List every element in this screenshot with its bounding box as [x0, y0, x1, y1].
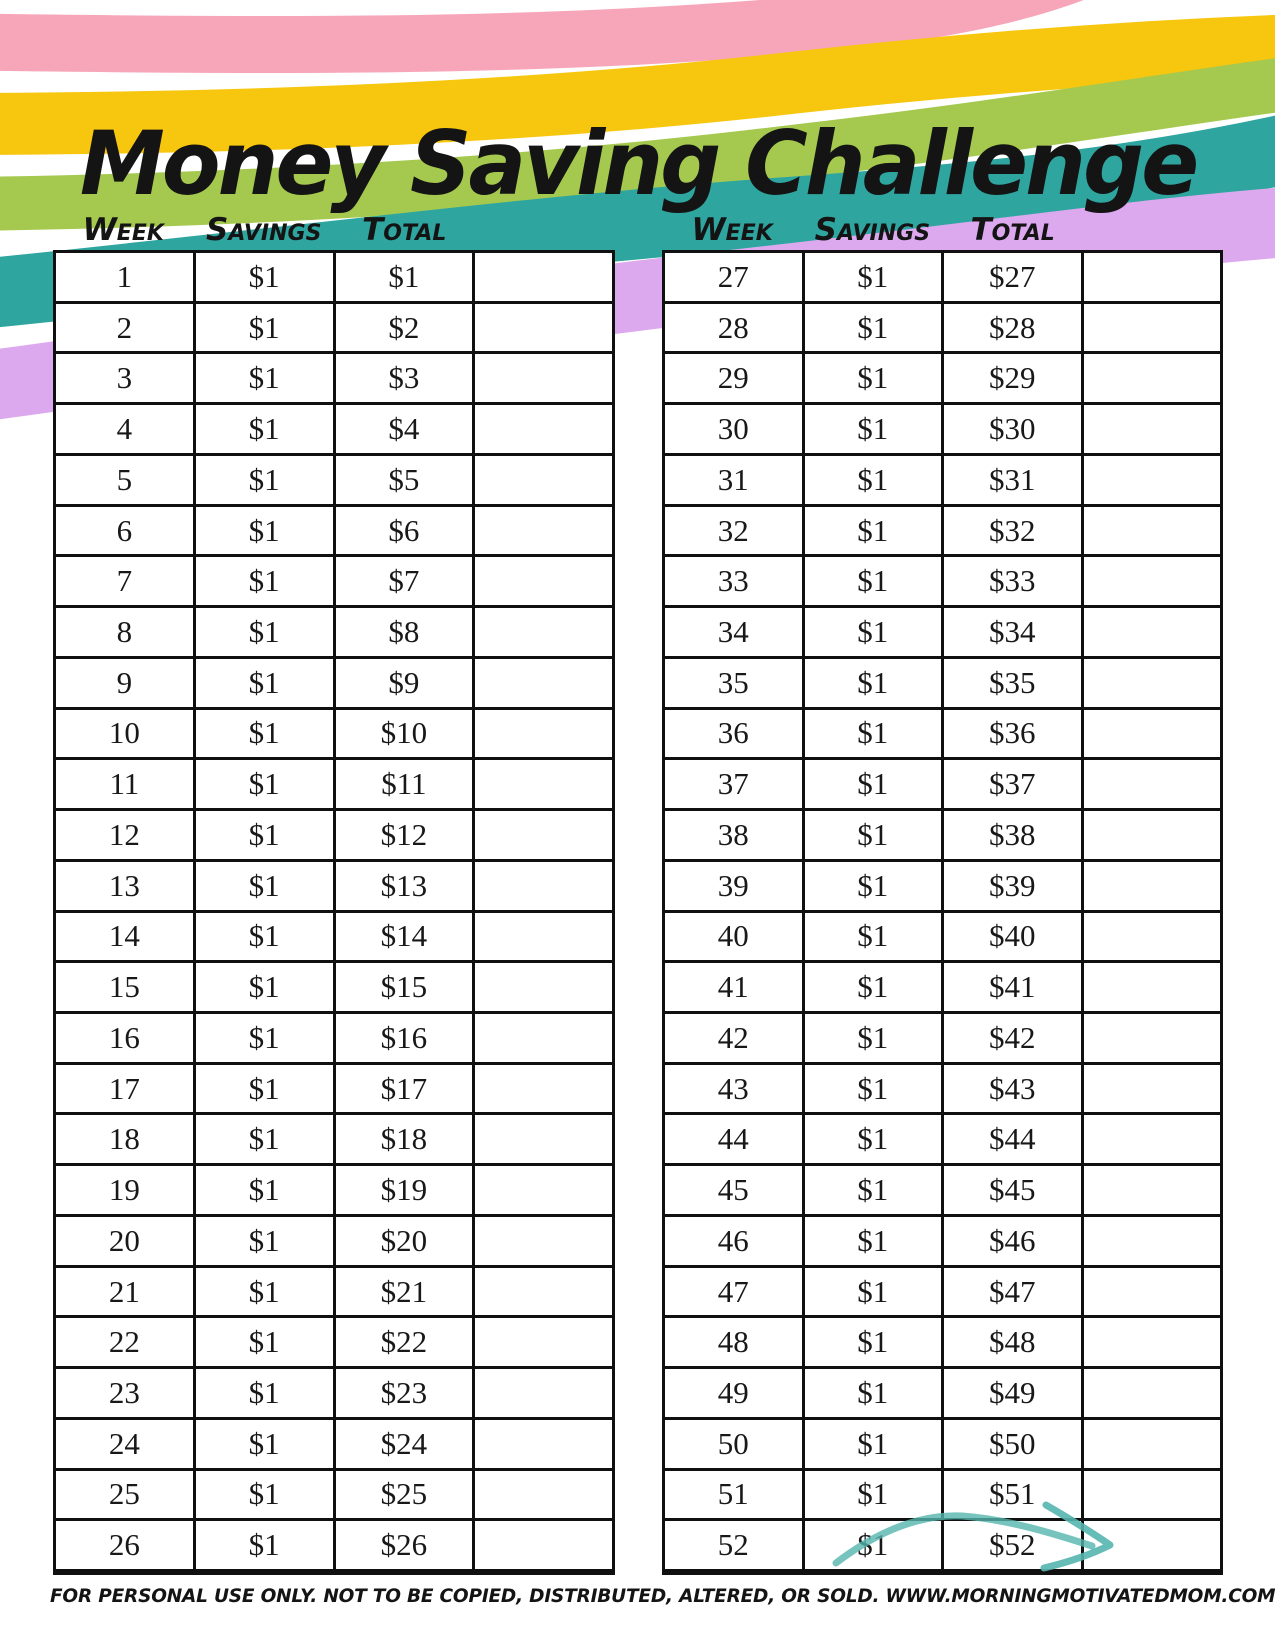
blank-cell [1084, 1166, 1221, 1214]
total-cell: $31 [944, 456, 1084, 504]
blank-cell [1084, 253, 1221, 301]
savings-cell: $1 [196, 1268, 336, 1316]
savings-cell: $1 [196, 659, 336, 707]
total-cell: $24 [336, 1420, 476, 1468]
blank-cell [1084, 1369, 1221, 1417]
blank-cell [475, 659, 612, 707]
week-cell: 34 [665, 608, 805, 656]
table-row [665, 1115, 1220, 1166]
page-title: Money Saving Challenge [79, 111, 1196, 215]
savings-cell: $1 [805, 253, 945, 301]
total-cell: $10 [336, 710, 476, 758]
week-cell: 49 [665, 1369, 805, 1417]
blank-cell [1084, 456, 1221, 504]
week-cell: 43 [665, 1065, 805, 1113]
blank-cell [475, 557, 612, 605]
total-cell: $14 [336, 913, 476, 961]
blank-cell [1084, 862, 1221, 910]
table-row [56, 710, 612, 761]
total-cell: $12 [336, 811, 476, 859]
total-cell: $30 [944, 405, 1084, 453]
week-cell: 10 [56, 710, 196, 758]
total-cell: $3 [336, 354, 476, 402]
blank-cell [475, 1217, 612, 1265]
total-cell: $32 [944, 507, 1084, 555]
total-cell: $22 [336, 1318, 476, 1366]
savings-cell: $1 [805, 659, 945, 707]
savings-cell: $1 [805, 456, 945, 504]
savings-cell: $1 [196, 507, 336, 555]
week-cell: 48 [665, 1318, 805, 1366]
week-cell: 47 [665, 1268, 805, 1316]
total-cell: $17 [336, 1065, 476, 1113]
total-cell: $43 [944, 1065, 1084, 1113]
table-row [56, 1420, 612, 1471]
table-row [56, 405, 612, 456]
table-row [56, 1166, 612, 1217]
total-cell: $35 [944, 659, 1084, 707]
savings-cell: $1 [196, 1369, 336, 1417]
total-cell: $13 [336, 862, 476, 910]
blank-cell [1084, 659, 1221, 707]
blank-cell [1084, 913, 1221, 961]
week-cell: 52 [665, 1521, 805, 1569]
total-cell: $18 [336, 1115, 476, 1163]
savings-table-weeks-1-26 [53, 212, 615, 1575]
week-cell: 21 [56, 1268, 196, 1316]
week-cell: 32 [665, 507, 805, 555]
blank-cell [475, 1115, 612, 1163]
total-cell: $50 [944, 1420, 1084, 1468]
blank-cell [1084, 963, 1221, 1011]
total-cell: $45 [944, 1166, 1084, 1214]
week-cell: 23 [56, 1369, 196, 1417]
week-cell: 51 [665, 1471, 805, 1519]
table-row [665, 557, 1220, 608]
savings-cell: $1 [805, 1420, 945, 1468]
total-cell: $7 [336, 557, 476, 605]
savings-cell: $1 [805, 1166, 945, 1214]
total-cell: $4 [336, 405, 476, 453]
total-cell: $51 [944, 1471, 1084, 1519]
blank-cell [475, 1014, 612, 1062]
total-cell: $16 [336, 1014, 476, 1062]
week-cell: 20 [56, 1217, 196, 1265]
week-cell: 46 [665, 1217, 805, 1265]
total-cell: $19 [336, 1166, 476, 1214]
blank-cell [475, 862, 612, 910]
savings-cell: $1 [196, 1420, 336, 1468]
savings-cell: $1 [805, 557, 945, 605]
savings-cell: $1 [196, 963, 336, 1011]
total-cell: $28 [944, 304, 1084, 352]
total-cell: $6 [336, 507, 476, 555]
table-row [665, 913, 1220, 964]
total-cell: $41 [944, 963, 1084, 1011]
week-cell: 18 [56, 1115, 196, 1163]
total-cell: $21 [336, 1268, 476, 1316]
total-cell: $33 [944, 557, 1084, 605]
week-cell: 24 [56, 1420, 196, 1468]
total-cell: $52 [944, 1521, 1084, 1569]
savings-cell: $1 [805, 1471, 945, 1519]
savings-cell: $1 [805, 405, 945, 453]
total-cell: $47 [944, 1268, 1084, 1316]
table-row [665, 811, 1220, 862]
blank-cell [475, 963, 612, 1011]
week-cell: 36 [665, 710, 805, 758]
blank-cell [475, 1369, 612, 1417]
week-cell: 35 [665, 659, 805, 707]
blank-cell [475, 1268, 612, 1316]
total-cell: $48 [944, 1318, 1084, 1366]
table-row [56, 1014, 612, 1065]
total-cell: $11 [336, 760, 476, 808]
total-cell: $1 [336, 253, 476, 301]
blank-cell [1084, 1065, 1221, 1113]
blank-cell [475, 608, 612, 656]
blank-cell [1084, 710, 1221, 758]
blank-cell [475, 1420, 612, 1468]
table-row [665, 1217, 1220, 1268]
savings-cell: $1 [805, 354, 945, 402]
savings-cell: $1 [196, 1014, 336, 1062]
total-cell: $46 [944, 1217, 1084, 1265]
week-cell: 44 [665, 1115, 805, 1163]
total-cell: $39 [944, 862, 1084, 910]
savings-cell: $1 [196, 608, 336, 656]
table-row [56, 1369, 612, 1420]
table-row [56, 811, 612, 862]
blank-cell [1084, 557, 1221, 605]
column-header-total: Total [362, 212, 447, 248]
savings-cell: $1 [805, 811, 945, 859]
blank-cell [1084, 507, 1221, 555]
blank-cell [475, 1166, 612, 1214]
savings-cell: $1 [805, 1268, 945, 1316]
table-row [56, 1521, 612, 1569]
week-cell: 13 [56, 862, 196, 910]
week-cell: 30 [665, 405, 805, 453]
blank-cell [1084, 354, 1221, 402]
savings-cell: $1 [805, 1014, 945, 1062]
savings-grid-left [53, 250, 615, 1575]
week-cell: 27 [665, 253, 805, 301]
savings-cell: $1 [805, 760, 945, 808]
blank-cell [1084, 1217, 1221, 1265]
table-row [56, 1065, 612, 1116]
blank-cell [1084, 760, 1221, 808]
week-cell: 8 [56, 608, 196, 656]
table-row [56, 354, 612, 405]
savings-cell: $1 [805, 608, 945, 656]
savings-cell: $1 [196, 405, 336, 453]
savings-cell: $1 [196, 1217, 336, 1265]
savings-cell: $1 [805, 1115, 945, 1163]
savings-grid-right [662, 250, 1223, 1575]
table-row [665, 405, 1220, 456]
blank-cell [475, 304, 612, 352]
total-cell: $9 [336, 659, 476, 707]
blank-cell [475, 405, 612, 453]
table-row [665, 963, 1220, 1014]
total-cell: $37 [944, 760, 1084, 808]
week-cell: 29 [665, 354, 805, 402]
savings-cell: $1 [196, 253, 336, 301]
table-row [56, 304, 612, 355]
week-cell: 7 [56, 557, 196, 605]
table-row [56, 862, 612, 913]
blank-cell [1084, 1115, 1221, 1163]
week-cell: 19 [56, 1166, 196, 1214]
savings-cell: $1 [805, 710, 945, 758]
week-cell: 50 [665, 1420, 805, 1468]
table-row [665, 1065, 1220, 1116]
savings-cell: $1 [196, 456, 336, 504]
table-row [665, 507, 1220, 558]
savings-cell: $1 [196, 1521, 336, 1569]
savings-cell: $1 [805, 913, 945, 961]
total-cell: $29 [944, 354, 1084, 402]
week-cell: 38 [665, 811, 805, 859]
savings-cell: $1 [196, 1065, 336, 1113]
total-cell: $34 [944, 608, 1084, 656]
savings-cell: $1 [805, 1369, 945, 1417]
week-cell: 31 [665, 456, 805, 504]
table-row [665, 1014, 1220, 1065]
savings-cell: $1 [196, 304, 336, 352]
table-row [665, 760, 1220, 811]
savings-cell: $1 [196, 1318, 336, 1366]
blank-cell [475, 710, 612, 758]
week-cell: 33 [665, 557, 805, 605]
table-row [56, 659, 612, 710]
savings-cell: $1 [805, 1521, 945, 1569]
total-cell: $44 [944, 1115, 1084, 1163]
savings-cell: $1 [196, 1166, 336, 1214]
total-cell: $5 [336, 456, 476, 504]
savings-cell: $1 [196, 862, 336, 910]
table-row [665, 354, 1220, 405]
week-cell: 3 [56, 354, 196, 402]
table-row [56, 557, 612, 608]
table-row [665, 1369, 1220, 1420]
table-row [665, 1268, 1220, 1319]
savings-cell: $1 [196, 760, 336, 808]
total-cell: $8 [336, 608, 476, 656]
hand-drawn-swoosh-arrow-icon [790, 1475, 1130, 1585]
table-row [665, 1166, 1220, 1217]
week-cell: 14 [56, 913, 196, 961]
table-row [56, 963, 612, 1014]
week-cell: 2 [56, 304, 196, 352]
table-row [665, 659, 1220, 710]
table-row [56, 1318, 612, 1369]
week-cell: 41 [665, 963, 805, 1011]
savings-cell: $1 [196, 354, 336, 402]
arrow-curve [836, 1516, 1092, 1563]
total-cell: $20 [336, 1217, 476, 1265]
table-row [56, 1217, 612, 1268]
blank-cell [475, 456, 612, 504]
table-row [665, 456, 1220, 507]
savings-cell: $1 [805, 862, 945, 910]
column-header-week: Week [82, 212, 164, 248]
footer-note: FOR PERSONAL USE ONLY. NOT TO BE COPIED, DISTRIBUTED, ALTERED, OR SOLD. WWW.MORNINGMOTIVATEDMOM.COM [50, 1586, 1275, 1607]
blank-cell [1084, 304, 1221, 352]
total-cell: $49 [944, 1369, 1084, 1417]
week-cell: 25 [56, 1471, 196, 1519]
week-cell: 28 [665, 304, 805, 352]
blank-cell [1084, 1420, 1221, 1468]
table-row [665, 862, 1220, 913]
table-row [665, 710, 1220, 761]
blank-cell [475, 811, 612, 859]
savings-cell: $1 [196, 1115, 336, 1163]
week-cell: 37 [665, 760, 805, 808]
blank-cell [475, 1318, 612, 1366]
week-cell: 15 [56, 963, 196, 1011]
savings-cell: $1 [805, 507, 945, 555]
week-cell: 11 [56, 760, 196, 808]
week-cell: 5 [56, 456, 196, 504]
week-cell: 16 [56, 1014, 196, 1062]
total-cell: $23 [336, 1369, 476, 1417]
total-cell: $36 [944, 710, 1084, 758]
week-cell: 26 [56, 1521, 196, 1569]
blank-cell [475, 1471, 612, 1519]
blank-cell [475, 354, 612, 402]
table-row [56, 760, 612, 811]
savings-cell: $1 [196, 557, 336, 605]
blank-cell [475, 1521, 612, 1569]
savings-cell: $1 [805, 304, 945, 352]
table-row [665, 608, 1220, 659]
blank-cell [475, 507, 612, 555]
savings-cell: $1 [196, 913, 336, 961]
week-cell: 6 [56, 507, 196, 555]
table-row [56, 913, 612, 964]
savings-cell: $1 [196, 1471, 336, 1519]
column-header-total: Total [970, 212, 1055, 248]
table-row [665, 1318, 1220, 1369]
table-row [56, 507, 612, 558]
savings-cell: $1 [805, 1318, 945, 1366]
blank-cell [1084, 608, 1221, 656]
total-cell: $27 [944, 253, 1084, 301]
savings-cell: $1 [196, 811, 336, 859]
total-cell: $42 [944, 1014, 1084, 1062]
total-cell: $2 [336, 304, 476, 352]
table-row [56, 456, 612, 507]
week-cell: 4 [56, 405, 196, 453]
total-cell: $25 [336, 1471, 476, 1519]
week-cell: 22 [56, 1318, 196, 1366]
savings-cell: $1 [805, 1065, 945, 1113]
total-cell: $15 [336, 963, 476, 1011]
total-cell: $40 [944, 913, 1084, 961]
total-cell: $26 [336, 1521, 476, 1569]
savings-cell: $1 [196, 710, 336, 758]
week-cell: 9 [56, 659, 196, 707]
week-cell: 17 [56, 1065, 196, 1113]
blank-cell [475, 913, 612, 961]
table-row [665, 253, 1220, 304]
table-row [56, 1471, 612, 1522]
table-row [56, 1268, 612, 1319]
savings-cell: $1 [805, 1217, 945, 1265]
table-row [56, 608, 612, 659]
blank-cell [475, 760, 612, 808]
week-cell: 12 [56, 811, 196, 859]
savings-table-weeks-27-52 [662, 212, 1223, 1575]
column-header-week: Week [691, 212, 773, 248]
table-row [56, 1115, 612, 1166]
week-cell: 45 [665, 1166, 805, 1214]
column-header-savings: Savings [814, 212, 931, 248]
week-cell: 40 [665, 913, 805, 961]
table-row [56, 253, 612, 304]
column-header-savings: Savings [206, 212, 322, 248]
blank-cell [475, 1065, 612, 1113]
table-row [665, 304, 1220, 355]
table-row [665, 1420, 1220, 1471]
blank-cell [1084, 405, 1221, 453]
total-cell: $38 [944, 811, 1084, 859]
blank-cell [475, 253, 612, 301]
blank-cell [1084, 811, 1221, 859]
week-cell: 39 [665, 862, 805, 910]
blank-cell [1084, 1268, 1221, 1316]
week-cell: 1 [56, 253, 196, 301]
blank-cell [1084, 1318, 1221, 1366]
savings-cell: $1 [805, 963, 945, 1011]
week-cell: 42 [665, 1014, 805, 1062]
blank-cell [1084, 1014, 1221, 1062]
